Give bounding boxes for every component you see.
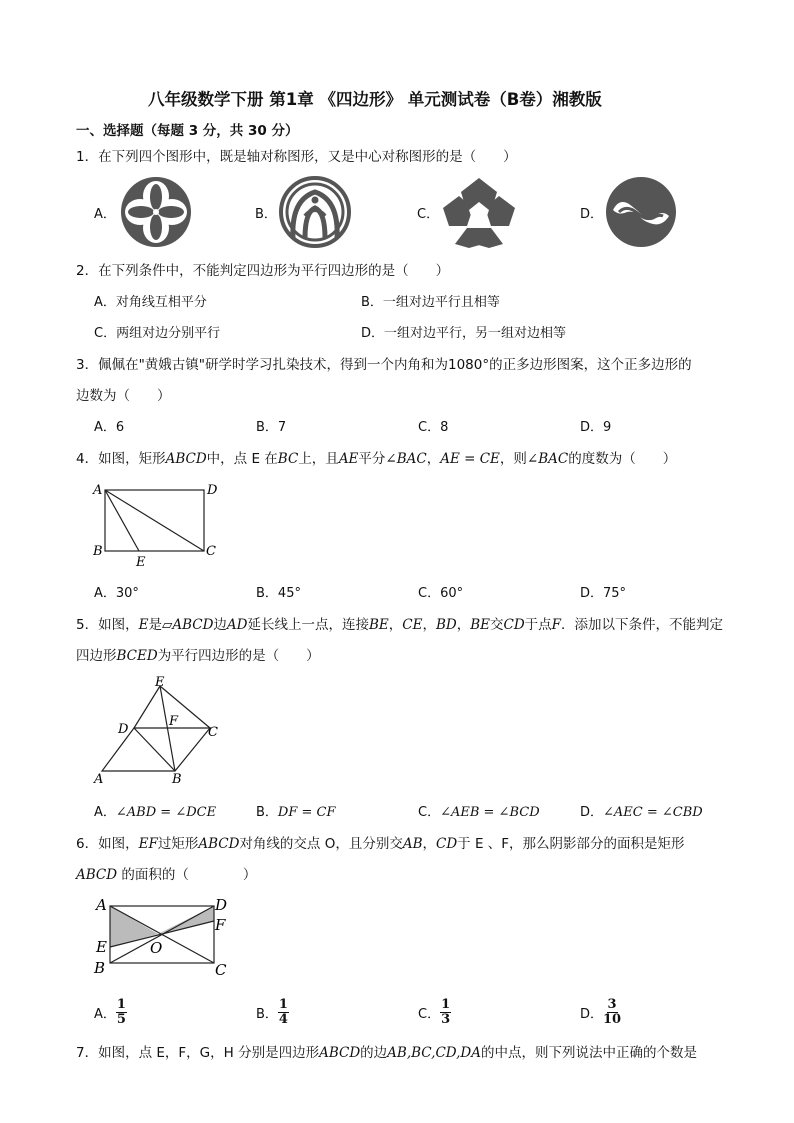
- section-heading: 一、选择题（每题 3 分，共 30 分）: [76, 123, 299, 139]
- q1-figure-d-wave-circle: [605, 176, 677, 248]
- q4-option-a[interactable]: A．30°: [94, 586, 139, 601]
- q4-point-e: E: [136, 555, 146, 570]
- q5-point-d: D: [118, 722, 129, 737]
- q1-figure-c-pentagon-flower: [441, 174, 517, 250]
- q1-label-c: C．: [417, 207, 440, 222]
- q5-point-e: E: [155, 675, 165, 690]
- q6-point-d: D: [215, 896, 228, 914]
- q6-point-c: C: [215, 961, 227, 979]
- q5-option-c[interactable]: C．∠AEB = ∠BCD: [418, 805, 540, 820]
- q2-option-c[interactable]: C．两组对边分别平行: [94, 326, 221, 341]
- q5-point-a: A: [94, 772, 104, 787]
- q4-point-d: D: [207, 483, 218, 498]
- q6-point-o: O: [150, 939, 163, 957]
- q6-point-f: F: [215, 916, 226, 934]
- q1-figure-b-emblem: [279, 176, 351, 248]
- q6-point-e: E: [96, 938, 107, 956]
- q6-point-a: A: [96, 896, 107, 914]
- q5-figure-parallelogram: [88, 674, 228, 788]
- q5-option-b[interactable]: B．DF = CF: [256, 805, 336, 820]
- q2-option-b[interactable]: B．一组对边平行且相等: [361, 295, 500, 310]
- q5-stem-line1: 5．如图，E是▱ABCD边AD延长线上一点，连接BE，CE，BD，BE交CD于点F．添加以下条件，不能判定: [76, 617, 724, 633]
- q5-option-a[interactable]: A．∠ABD = ∠DCE: [94, 805, 217, 820]
- q2-stem: 2．在下列条件中，不能判定四边形为平行四边形的是（ ）: [76, 263, 450, 279]
- page-title: 八年级数学下册 第1章 《四边形》 单元测试卷（B卷）湘教版: [148, 90, 602, 109]
- q6-figure-rectangle-shaded: [88, 893, 238, 985]
- q3-option-c[interactable]: C．8: [418, 420, 449, 435]
- q4-option-d[interactable]: D．75°: [580, 586, 627, 601]
- q5-point-f: F: [169, 714, 179, 729]
- q3-stem-line2: 边数为（ ）: [76, 388, 171, 404]
- q3-option-b[interactable]: B．7: [256, 420, 287, 435]
- q1-figure-a-four-petal-circle: [120, 176, 192, 248]
- q1-label-b: B．: [255, 207, 277, 222]
- q3-option-a[interactable]: A．6: [94, 420, 125, 435]
- q6-option-d[interactable]: D． $\frac{3}{10}$: [580, 997, 622, 1027]
- q1-label-d: D．: [580, 207, 604, 222]
- q6-option-c[interactable]: C． $\frac{1}{3}$: [418, 997, 451, 1027]
- q5-option-d[interactable]: D．∠AEC = ∠CBD: [580, 805, 703, 820]
- q6-point-b: B: [94, 959, 106, 977]
- q3-stem-line1: 3．佩佩在"黄娥古镇"研学时学习扎染技术，得到一个内角和为1080°的正多边形图案，这个正多边形的: [76, 357, 692, 373]
- q4-option-b[interactable]: B．45°: [256, 586, 301, 601]
- q6-stem-line1: 6．如图，EF过矩形ABCD对角线的交点 O，且分别交AB，CD于 E 、F，那么阴影部分的面积是矩形: [76, 836, 685, 852]
- q3-option-d[interactable]: D．9: [580, 420, 612, 435]
- q6-option-a[interactable]: A． $\frac{1}{5}$: [94, 997, 126, 1027]
- q2-option-d[interactable]: D．一组对边平行，另一组对边相等: [361, 326, 567, 341]
- q6-option-b[interactable]: B． $\frac{1}{4}$: [256, 997, 288, 1027]
- q7-stem: 7．如图，点 E，F，G，H 分别是四边形ABCD的边AB,BC,CD,DA的中点，则下列说法中正确的个数是: [76, 1045, 697, 1061]
- q5-stem-line2: 四边形BCED为平行四边形的是（ ）: [76, 648, 320, 664]
- q1-stem: 1．在下列四个图形中，既是轴对称图形，又是中心对称图形的是（ ）: [76, 149, 517, 165]
- q1-label-a: A．: [94, 207, 116, 222]
- q4-point-a: A: [93, 483, 103, 498]
- q4-stem: 4．如图，矩形ABCD中，点 E 在BC上，且AE平分∠BAC，AE = CE，则∠BAC的度数为（ ）: [76, 451, 677, 467]
- q5-point-c: C: [208, 725, 218, 740]
- q2-option-a[interactable]: A．对角线互相平分: [94, 295, 207, 310]
- q4-point-c: C: [206, 544, 216, 559]
- q5-point-b: B: [172, 772, 182, 787]
- q6-stem-line2: ABCD 的面积的（ ）: [76, 867, 257, 883]
- q4-option-c[interactable]: C．60°: [418, 586, 464, 601]
- q4-figure-rectangle: [88, 478, 228, 570]
- q4-point-b: B: [93, 544, 103, 559]
